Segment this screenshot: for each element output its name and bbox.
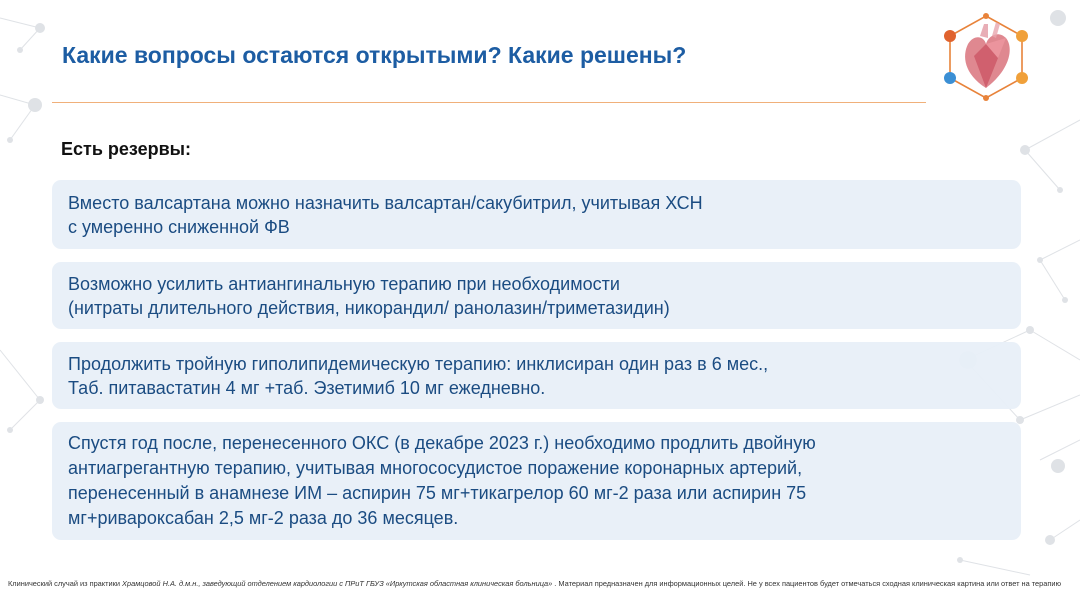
footnote-suffix: . Материал предназначен для информационных целей. Не у всех пациентов будет отмечаться сходная клиническая картина или ответ на терапию	[552, 579, 1062, 588]
reserve-card-lipid	[52, 342, 1021, 409]
card-text: Продолжить тройную гиполипидемическую терапию: инклисиран один раз в 6 мес., Таб. питавастатин 4 мг +таб. Эзетимиб 10 мг ежедневно.	[68, 353, 769, 398]
card-text: Возможно усилить антиангинальную терапию при необходимости (нитраты длительного действия, никорандил/ ранолазин/триметазидин)	[68, 273, 670, 318]
title-divider	[52, 102, 926, 103]
reserve-card-antianginal	[52, 262, 1021, 329]
section-heading: Есть резервы:	[61, 139, 192, 159]
heart-hexagon-logo-icon	[936, 8, 1036, 108]
card-text: Вместо валсартана можно назначить валсартан/сакубитрил, учитывая ХСН с умеренно сниженной ФВ	[68, 192, 703, 237]
reserve-card-antiplatelet	[52, 422, 1021, 540]
reserve-card-valsartan	[52, 180, 1021, 249]
footnote-prefix: Клинический случай из практики	[8, 579, 123, 588]
footnote-author: Храмцовой Н.А. д.м.н., заведующий отделением кардиологии с ПРиТ ГБУЗ «Иркутская областная клиническая больница»	[122, 579, 553, 588]
card-text: Спустя год после, перенесенного ОКС (в декабре 2023 г.) необходимо продлить двойную антиагрегантную терапию, учитывая многососудистое поражение коронарных артерий, перенесенный в анамнезе ИМ – аспирин 75 мг+тикагрелор 60 мг-2 раза или аспирин 75 мг+ривароксабан 2,5 мг-2 раза до 36 месяцев.	[68, 433, 816, 528]
slide-title: Какие вопросы остаются открытыми? Какие решены?	[62, 42, 687, 68]
footnote	[8, 579, 1068, 588]
